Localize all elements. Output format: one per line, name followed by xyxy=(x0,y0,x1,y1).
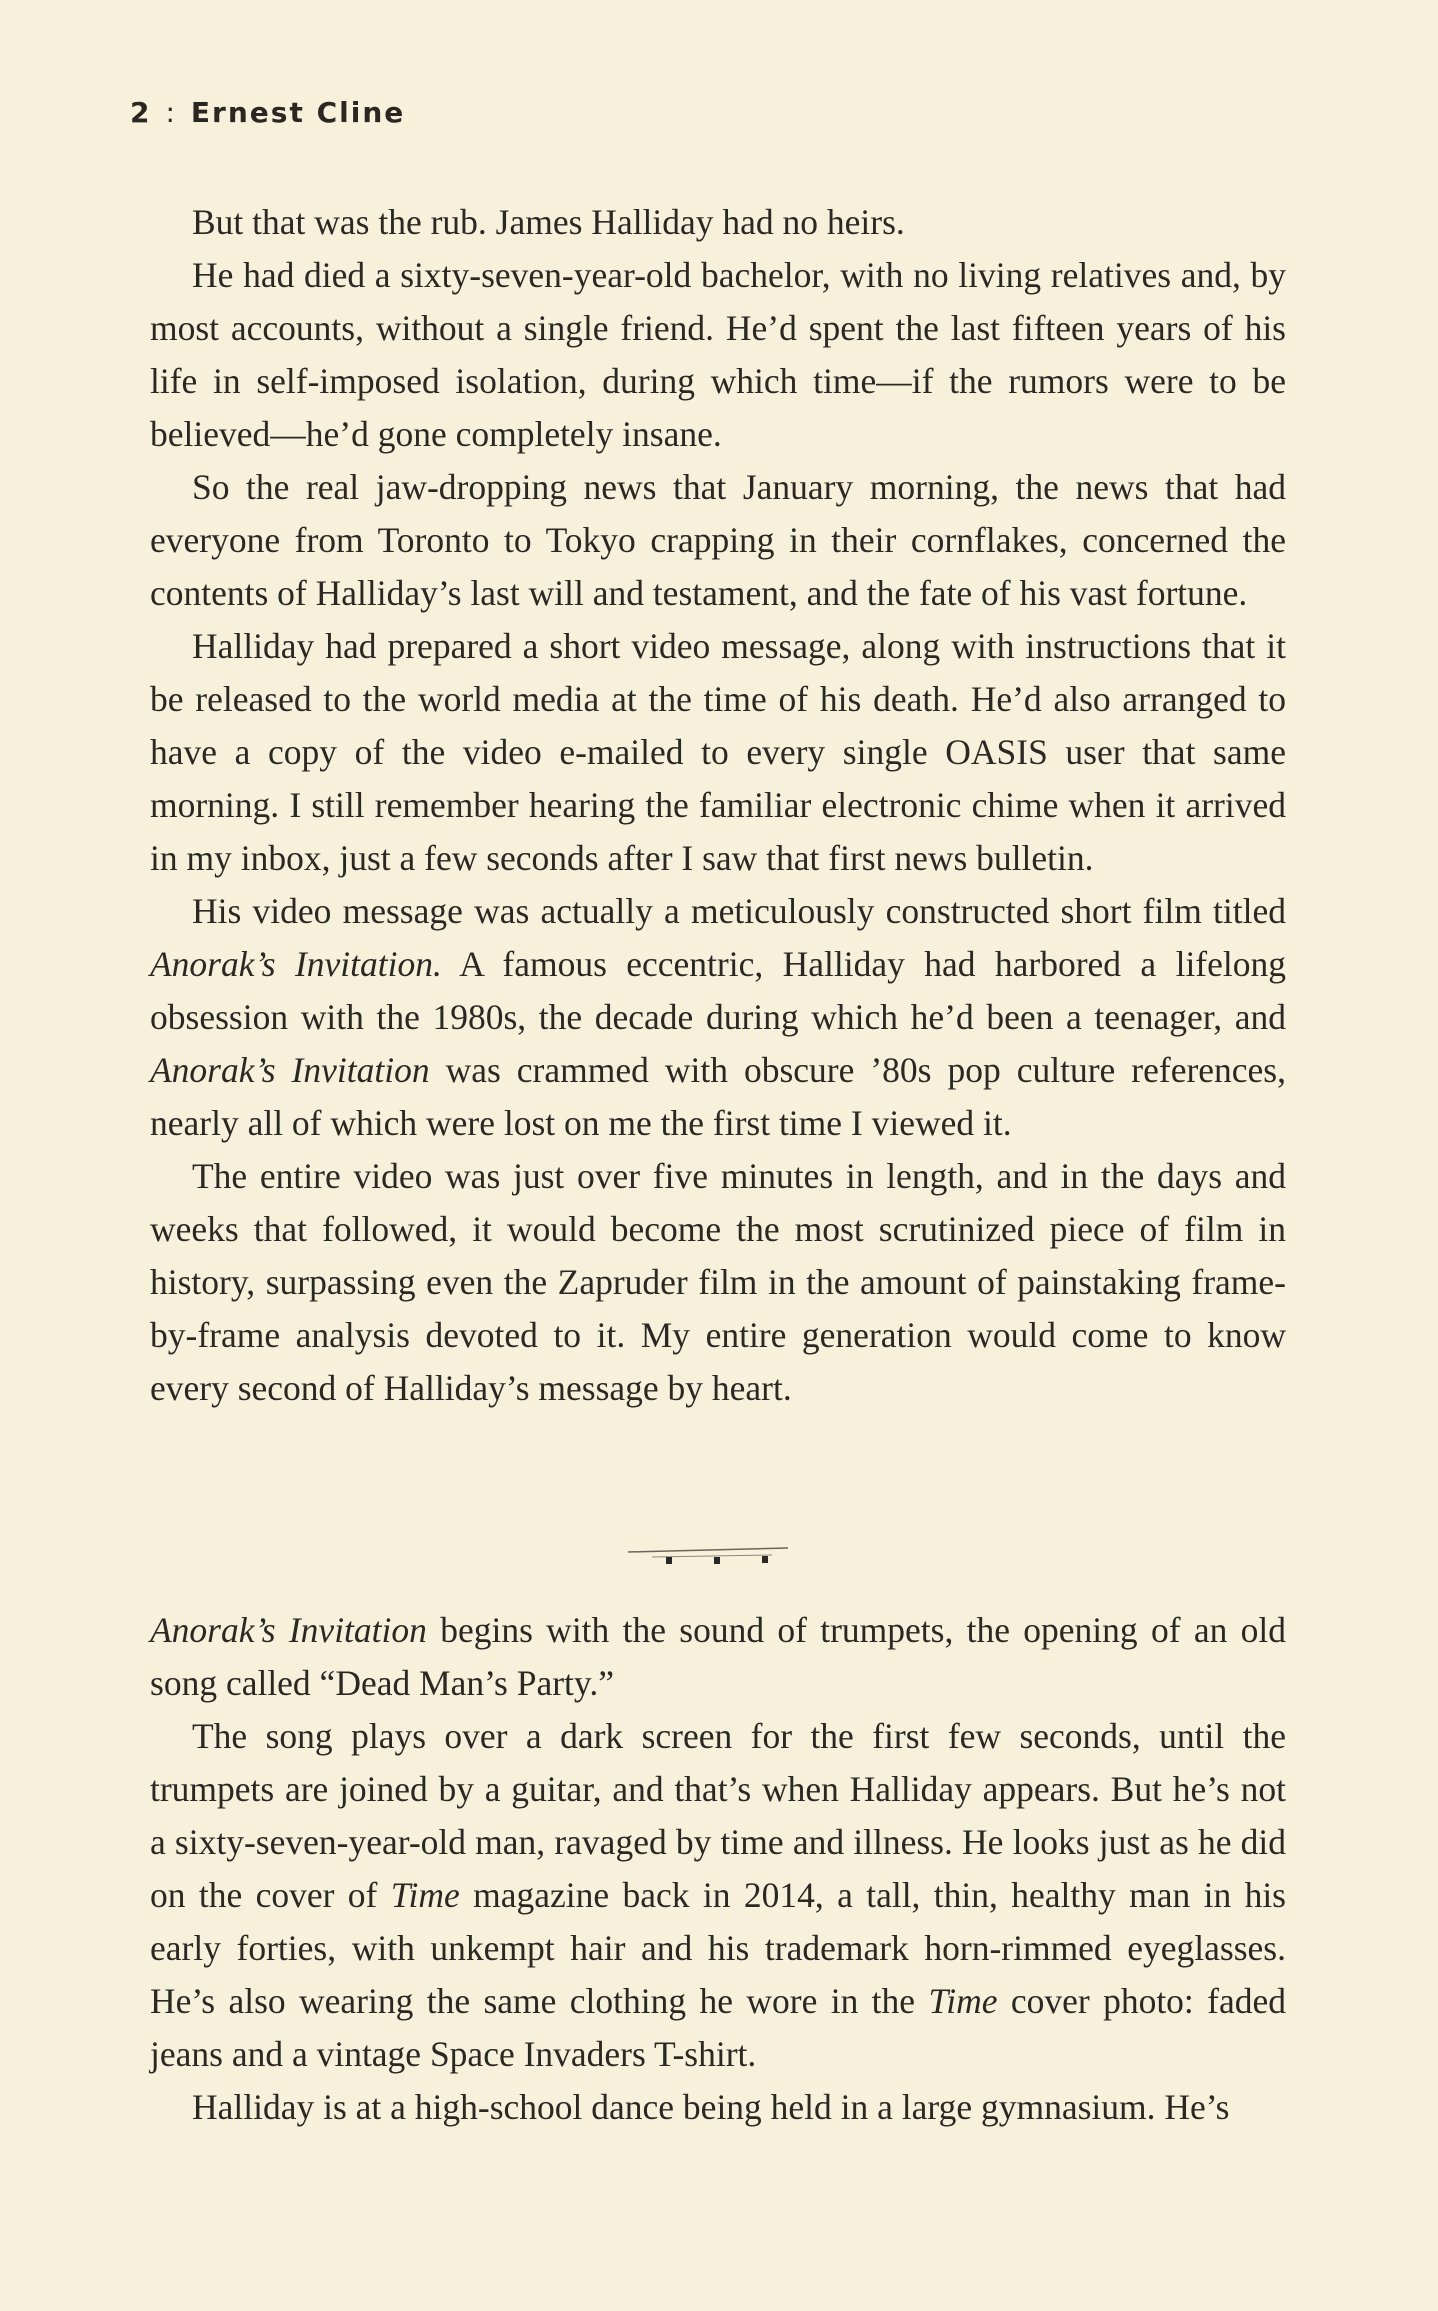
section-break-ornament-icon xyxy=(622,1540,794,1570)
book-title: Anorak’s Invitation xyxy=(150,1610,427,1650)
paragraph: Halliday is at a high-school dance being held in a large gymnasium. He’s xyxy=(192,2087,1230,2127)
paragraph: Halliday had prepared a short video message, along with instructions that it be released to the world media at the time of his death. He’d also arranged to have a copy of the video e-mailed to every single OASIS user that same morning. I still remember hearing the familiar electronic chime when it arrived in my inbox, just a few seconds after I saw that first news bulletin. xyxy=(150,626,1286,878)
book-title: Anorak’s Invitation. xyxy=(150,944,442,984)
text-section-1 xyxy=(150,196,1286,1415)
paragraph: He had died a sixty-seven-year-old bachelor, with no living relatives and, by most accounts, without a single friend. He’d spent the last fifteen years of his life in self-imposed isolation, during which time—if the rumors were to be believed—he’d gone completely insane. xyxy=(150,255,1286,454)
paragraph: The song plays over a dark screen for the first few seconds, until the trumpets are joined by a guitar, and that’s when Halliday appears. But he’s not a sixty-seven-year-old man, ravaged by time and illness. He looks just as he did on the cover of Time magazine back in 2014, a tall, thin, healthy man in his early forties, with unkempt hair and his trademark horn-rimmed eyeglasses. He’s also wearing the same clothing he wore in the Time cover photo: faded jeans and a vintage Space Invaders T-shirt. xyxy=(150,1716,1287,2074)
magazine-title: Time xyxy=(390,1875,460,1915)
paragraph: So the real jaw-dropping news that January morning, the news that had everyone from Toronto to Tokyo crapping in their cornflakes, concerned the contents of Halliday’s last will and testament, and the fate of his vast fortune. xyxy=(150,467,1286,613)
paragraph: Anorak’s Invitation begins with the sound of trumpets, the opening of an old song called “Dead Man’s Party.” xyxy=(150,1610,1287,1703)
page-number: 2 xyxy=(130,96,152,129)
magazine-title: Time xyxy=(928,1981,998,2021)
running-head xyxy=(130,96,405,129)
paragraph: The entire video was just over five minutes in length, and in the days and weeks that followed, it would become the most scrutinized piece of film in history, surpassing even the Zapruder film in the amount of painstaking frame-by-frame analysis devoted to it. My entire generation would come to know every second of Halliday’s message by heart. xyxy=(150,1156,1286,1408)
text-section-2 xyxy=(150,1604,1286,2134)
paragraph: His video message was actually a meticulously constructed short film titled Anorak’s Invitation. A famous eccentric, Halliday had harbored a lifelong obsession with the 1980s, the decade during which he’d been a teenager, and Anorak’s Invitation was crammed with obscure ’80s pop culture references, nearly all of which were lost on me the first time I viewed it. xyxy=(150,891,1286,1143)
author-name: Ernest Cline xyxy=(190,96,406,129)
header-separator: : xyxy=(165,96,177,129)
paragraph: But that was the rub. James Halliday had no heirs. xyxy=(192,202,905,242)
book-title: Anorak’s Invitation xyxy=(150,1050,430,1090)
